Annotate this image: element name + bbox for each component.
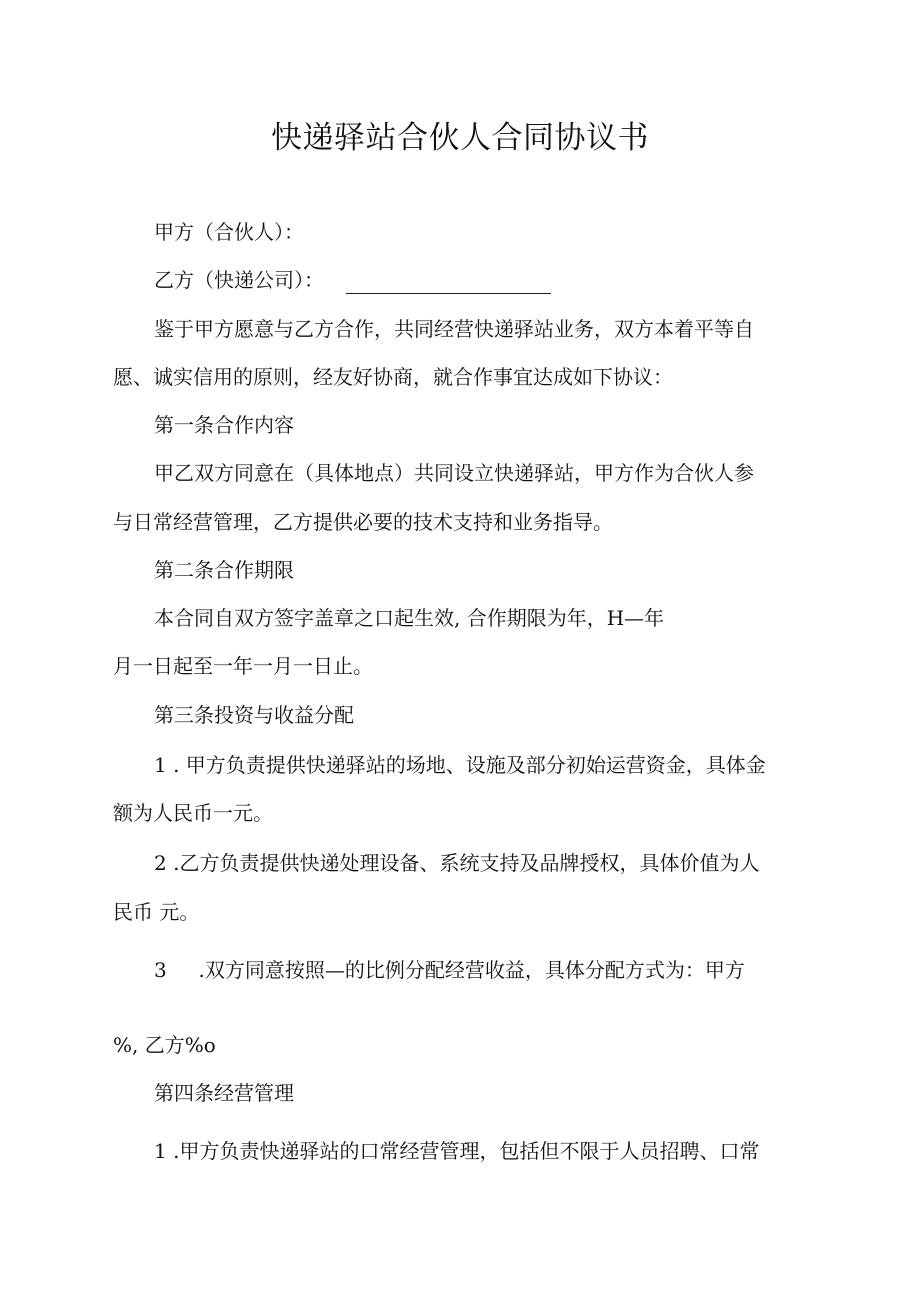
party-a-line	[154, 218, 304, 246]
article2-heading: 第二条合作期限	[154, 558, 294, 582]
article3-item1-line-1: 1 . 甲方负责提供快递驿站的场地、设施及部分初始运营资金，具体金	[154, 753, 766, 777]
article4-item1-line-1: 1 .甲方负责快递驿站的口常经营管理，包括但不限于人员招聘、口常	[154, 1139, 760, 1163]
party-b-label: 乙方（快递公司）：	[154, 268, 324, 292]
party-b-line	[154, 266, 551, 294]
article1-heading: 第一条合作内容	[154, 413, 294, 437]
article1-line-2: 与日常经营管理，乙方提供必要的技术支持和业务指导。	[113, 510, 613, 534]
article2-line-2: 月一日起至一年一月一日止。	[113, 654, 373, 678]
article4-heading: 第四条经营管理	[154, 1081, 294, 1105]
article3-item1-line-2: 额为人民币一元。	[113, 801, 273, 825]
article3-item3-line-1: 3 .双方同意按照—的比例分配经营收益，具体分配方式为：甲方	[154, 958, 745, 982]
article2-line-1: 本合同自双方签字盖章之口起生效, 合作期限为年，H—年	[154, 606, 665, 630]
document-title: 快递驿站合伙人合同协议书	[271, 120, 649, 156]
article3-item2-line-2: 民币 元。	[113, 900, 200, 924]
party-a-label: 甲方（合伙人）：	[154, 220, 304, 244]
article3-heading: 第三条投资与收益分配	[154, 703, 354, 727]
preamble-line-2: 愿、诚实信用的原则，经友好协商，就合作事宜达成如下协议：	[113, 365, 673, 389]
party-b-blank	[346, 275, 551, 294]
preamble-line-1: 鉴于甲方愿意与乙方合作，共同经营快递驿站业务，双方本着平等自	[154, 317, 754, 341]
article3-item2-line-1: 2 .乙方负责提供快递处理设备、系统支持及品牌授权，具体价值为人	[154, 851, 760, 875]
article1-line-1: 甲乙双方同意在（具体地点）共同设立快递驿站，甲方作为合伙人参	[154, 461, 754, 485]
article3-item3-line-2: %, 乙方%o	[113, 1033, 216, 1057]
